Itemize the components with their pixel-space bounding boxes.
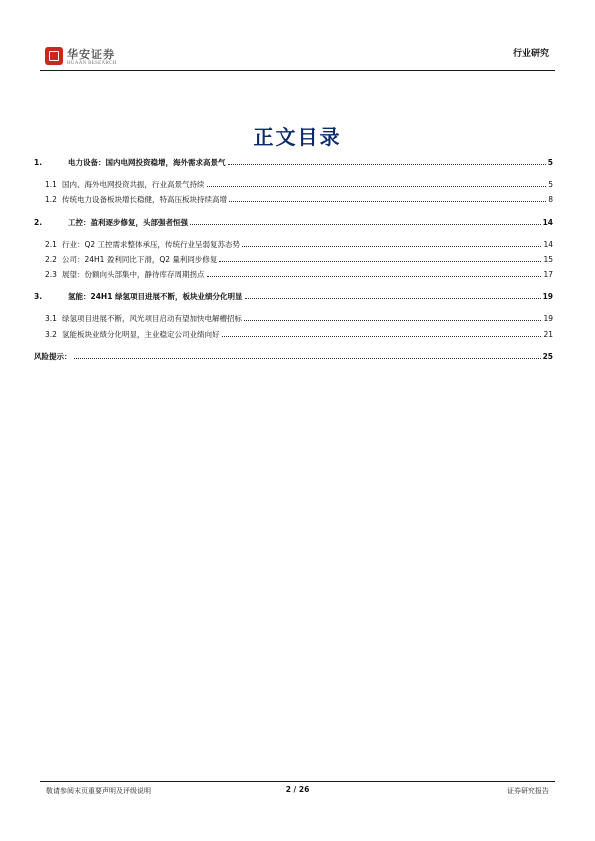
toc-entry[interactable]	[34, 311, 553, 323]
toc-entry-page: 8	[548, 195, 553, 204]
toc-entry-page: 14	[542, 218, 553, 227]
toc-entry-page: 14	[543, 240, 553, 249]
footer-disclaimer: 敬请参阅末页重要声明及评级说明	[46, 787, 151, 795]
toc-entry-number: 1.1	[45, 180, 57, 189]
toc-entry[interactable]	[34, 327, 553, 339]
toc-entry[interactable]	[34, 192, 553, 204]
toc-entry-label: 展望：份额向头部集中，静待库存周期拐点	[62, 270, 205, 279]
toc-title: 正文目录	[253, 125, 342, 149]
toc-entry-page: 21	[543, 330, 553, 339]
report-type: 行业研究	[512, 49, 549, 59]
logo-subtitle: HUAAN RESEARCH	[67, 61, 117, 66]
toc-entry-label: 氢能：24H1 绿氢项目进展不断，板块业绩分化明显	[68, 292, 243, 301]
logo-text: 华安证券	[67, 48, 115, 61]
footer-doc-type: 证券研究报告	[507, 787, 549, 795]
toc-entry-number: 3.1	[45, 314, 57, 323]
toc-entry[interactable]	[34, 155, 553, 167]
dot-leader	[190, 224, 541, 225]
toc-entry[interactable]	[34, 215, 553, 227]
toc-entry-page: 5	[547, 158, 553, 167]
toc-entry-label: 氢能板块业绩分化明显，主业稳定公司业绩向好	[62, 330, 220, 339]
toc-entry-number: 2.1	[45, 240, 57, 249]
dot-leader	[229, 201, 546, 202]
toc-entry-page: 19	[542, 292, 553, 301]
toc-entry-number: 2.3	[45, 270, 57, 279]
dot-leader	[222, 336, 542, 337]
toc-entry[interactable]	[34, 267, 553, 279]
dot-leader	[242, 246, 541, 247]
toc-entry-page: 19	[543, 314, 553, 323]
dot-leader	[207, 186, 547, 187]
toc-entry-number: 2.	[34, 218, 43, 227]
toc-entry[interactable]	[34, 252, 553, 264]
dot-leader	[219, 261, 541, 262]
toc-entry-label: 行业：Q2 工控需求整体承压，传统行业呈弱复苏态势	[62, 240, 241, 249]
toc-entry-page: 17	[543, 270, 553, 279]
toc-entry-number: 3.	[34, 292, 43, 301]
toc-entry-page: 5	[548, 180, 553, 189]
toc-entry-number: 1.2	[45, 195, 57, 204]
toc-entry-number: 3.2	[45, 330, 57, 339]
toc-entry-label: 公司：24H1 盈利同比下滑，Q2 量利同步修复	[62, 255, 218, 264]
toc-entry-number: 2.2	[45, 255, 57, 264]
company-logo	[45, 46, 125, 72]
dot-leader	[244, 320, 541, 321]
toc-entry-label: 电力设备：国内电网投资稳增，海外需求高景气	[68, 158, 226, 167]
page-indicator: 2 / 26	[285, 785, 310, 794]
toc-entry[interactable]	[34, 289, 553, 301]
dot-leader	[245, 298, 541, 299]
toc-entry-label: 绿氢项目进展不断，风光项目启动有望加快电解槽招标	[62, 314, 242, 323]
toc-entry-label: 工控：盈利逐步修复，头部强者恒强	[68, 218, 188, 227]
toc-entry-page: 15	[543, 255, 553, 264]
toc-entry-label: 风险提示：	[34, 352, 72, 361]
dot-leader	[228, 164, 546, 165]
toc-entry[interactable]	[34, 177, 553, 189]
toc-entry-label: 传统电力设备板块增长稳健，特高压板块持续高增	[62, 195, 227, 204]
toc-entry-page: 25	[542, 352, 553, 361]
seal-icon	[45, 47, 63, 65]
toc-entry-number: 1.	[34, 158, 43, 167]
dot-leader	[74, 358, 541, 359]
header-divider	[40, 70, 555, 71]
toc-entry-label: 国内、海外电网投资共振，行业高景气持续	[62, 180, 205, 189]
toc-entry[interactable]	[34, 237, 553, 249]
footer-divider	[40, 781, 555, 782]
dot-leader	[207, 276, 542, 277]
toc-entry[interactable]	[34, 349, 553, 361]
